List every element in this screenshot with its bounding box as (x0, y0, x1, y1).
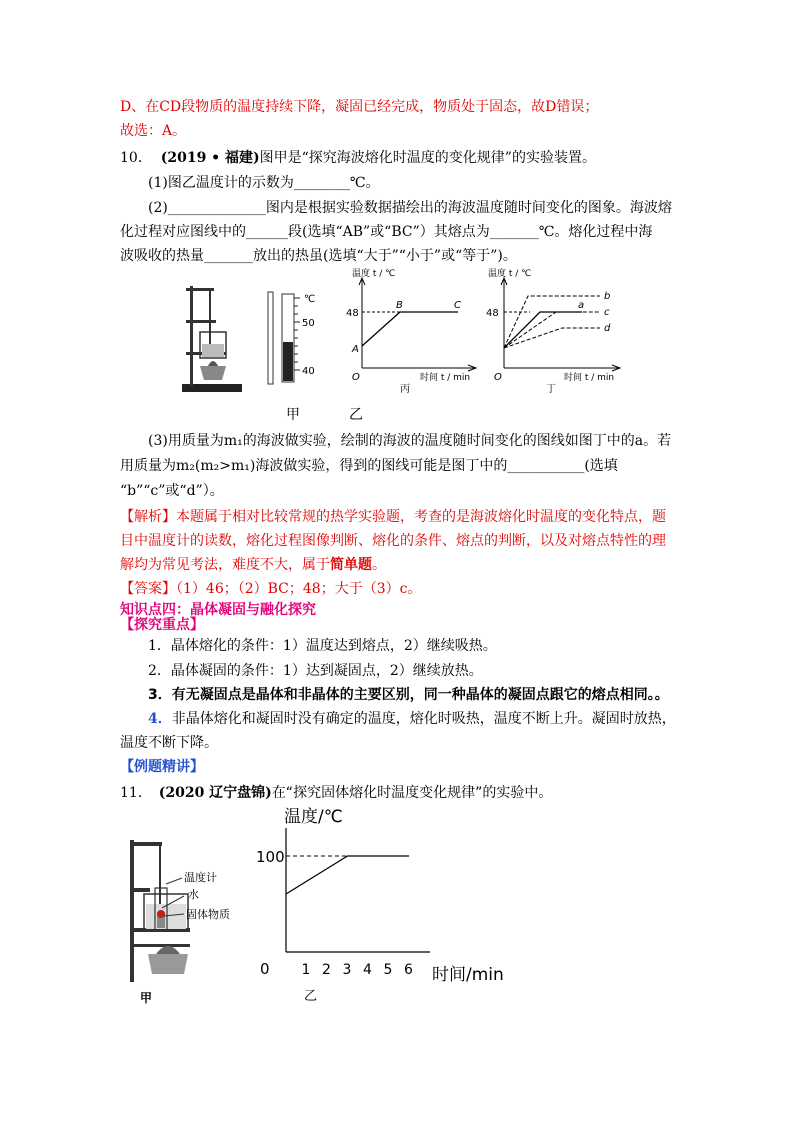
label-solid: 固体物质 (186, 908, 230, 921)
knowledge-item-1: 1．晶体熔化的条件：1）温度达到熔点，2）继续吸热。 (148, 638, 497, 654)
bing-ylabel: 温度 t / ℃ (352, 269, 396, 279)
analysis-period: 。 (372, 557, 386, 573)
bing-xlabel: 时间 t / min (420, 373, 471, 383)
analysis-text: 解均为常见考法，难度不大，属于 (120, 557, 330, 573)
q11-number: 11. (120, 785, 143, 801)
q10-analysis-line3 (120, 554, 386, 574)
label-water: 水 (188, 888, 199, 901)
fig11-xtick-1: 1 (301, 962, 311, 978)
q10-part2-line2: 化过程对应图线中的______段(选填“AB”或“BC”）其熔点为_______℃。熔化过程中海 (120, 224, 653, 240)
q10-part3-line1: (3)用质量为m₁的海波做实验，绘制的海波的温度随时间变化的图线如图丁中的a。若 (148, 433, 672, 449)
fig11-xtick-3: 3 (342, 962, 352, 978)
fig10-graph-ding (482, 266, 628, 394)
fig11-xtick-6: 6 (404, 962, 413, 978)
fig11-label-yi: 乙 (304, 989, 318, 1004)
q10-part2-line3: 波吸收的热量_______放出的热虽(选填“大于”“小于”或“等于”)。 (120, 248, 517, 264)
fig11-apparatus-jia (126, 832, 250, 1008)
ding-tick-48: 48 (486, 308, 499, 319)
knowledge-title: 知识点四：晶体凝固与融化探究 (120, 602, 316, 618)
knowledge-item-4-cont: 温度不断下降。 (120, 735, 218, 751)
ding-line-b (504, 296, 600, 348)
q10-header (120, 147, 596, 167)
bing-line-ab (362, 312, 400, 346)
q10-number: 10. (120, 150, 143, 166)
q10-stem: 图甲是“探究海波熔化时温度的变化规律”的实验装置。 (259, 150, 596, 166)
ding-caption: 丁 (546, 384, 556, 394)
knowledge-item-4-text: 非晶体熔化和凝固时没有确定的温度，熔化时吸热，温度不断上升。凝固时放热， (171, 711, 676, 727)
knowledge-item-4 (148, 708, 676, 728)
bing-point-a: A (352, 344, 359, 355)
q10-part3-line2: 用质量为m₂(m₂>m₁)海波做实验，得到的图线可能是图丁中的___________(选填 (120, 458, 618, 474)
fig11-label-jia: 甲 (140, 991, 153, 1005)
therm-unit: ℃ (304, 294, 316, 305)
q10-analysis-line1: 【解析】本题属于相对比较常规的热学实验题，考查的是海波熔化时温度的变化特点，题 (120, 509, 666, 525)
ding-xlabel: 时间 t / min (564, 373, 615, 383)
bing-tick-48: 48 (346, 308, 359, 319)
ding-label-b: b (604, 291, 611, 302)
fig11-origin: 0 (260, 960, 270, 978)
fig11-xlabel: 时间/min (432, 965, 504, 985)
therm-tick-40: 40 (302, 366, 315, 377)
fig10-label-jia: 甲 (286, 407, 300, 423)
q11-stem: 在“探究固体熔化时温度变化规律”的实验中。 (271, 785, 553, 801)
q11-source: (2020 辽宁盘锦) (158, 785, 272, 801)
example-heading: 【例题精讲】 (120, 759, 204, 775)
bing-caption: 丙 (400, 384, 410, 394)
ding-line-a (504, 312, 582, 348)
ding-label-c: c (604, 307, 610, 318)
label-thermometer: 温度计 (184, 871, 217, 884)
fig11-graph-yi (252, 800, 520, 1010)
fig11-xtick-2: 2 (322, 962, 331, 978)
knowledge-item-3: 3．有无凝固点是晶体和非晶体的主要区别，同一种晶体的凝固点跟它的熔点相同。。 (148, 687, 669, 703)
q10-part1: (1)图乙温度计的示数为________℃。 (148, 175, 380, 191)
knowledge-item-2: 2．晶体凝固的条件：1）达到凝固点，2）继续放热。 (148, 663, 483, 679)
bing-origin: O (352, 372, 360, 383)
q10-part2-line1: (2)______________图内是根据实验数据描绘出的海波温度随时间变化的图象。海波熔 (148, 200, 672, 216)
q11-header (120, 782, 552, 802)
fig11-xticks (302, 962, 414, 978)
fig10-graph-bing (340, 266, 480, 394)
fig11-xtick-5: 5 (383, 962, 393, 978)
therm-tick-50: 50 (302, 318, 315, 329)
bing-point-c: C (454, 300, 461, 311)
q10-part3-line3: “b”“c”或“d”）。 (120, 483, 224, 499)
fig11-xtick-4: 4 (363, 962, 372, 978)
knowledge-focus: 【探究重点】 (120, 617, 204, 633)
solution-d-line: D、在CD段物质的温度持续下降，凝固已经完成，物质处于固态，故D错误； (120, 99, 599, 115)
knowledge-item-4-number: 4． (148, 711, 172, 727)
fig11-series-line (286, 856, 409, 894)
ding-line-d (504, 328, 600, 348)
bing-point-b: B (396, 300, 403, 311)
fig10-thermometer-yi (266, 290, 326, 386)
q10-answer: 【答案】（1）46；（2）BC；48；大于（3）c。 (120, 581, 422, 597)
fig11-tick-100: 100 (256, 848, 285, 866)
ding-origin: O (494, 372, 502, 383)
q10-source: (2019 • 福建) (160, 150, 260, 166)
ding-label-d: d (604, 323, 611, 334)
analysis-difficulty: 简单题 (330, 557, 372, 573)
fig11-ylabel: 温度/℃ (284, 807, 343, 827)
fig10-apparatus-jia (178, 280, 248, 398)
q10-analysis-line2: 目中温度计的读数，熔化过程图像判断、熔化的条件、熔点的判断，以及对熔点特性的理 (120, 533, 666, 549)
solution-choice: 故选：A。 (120, 123, 187, 139)
ding-label-a: a (578, 300, 585, 311)
ding-ylabel: 温度 t / ℃ (488, 269, 532, 279)
fig10-label-yi: 乙 (349, 407, 363, 423)
